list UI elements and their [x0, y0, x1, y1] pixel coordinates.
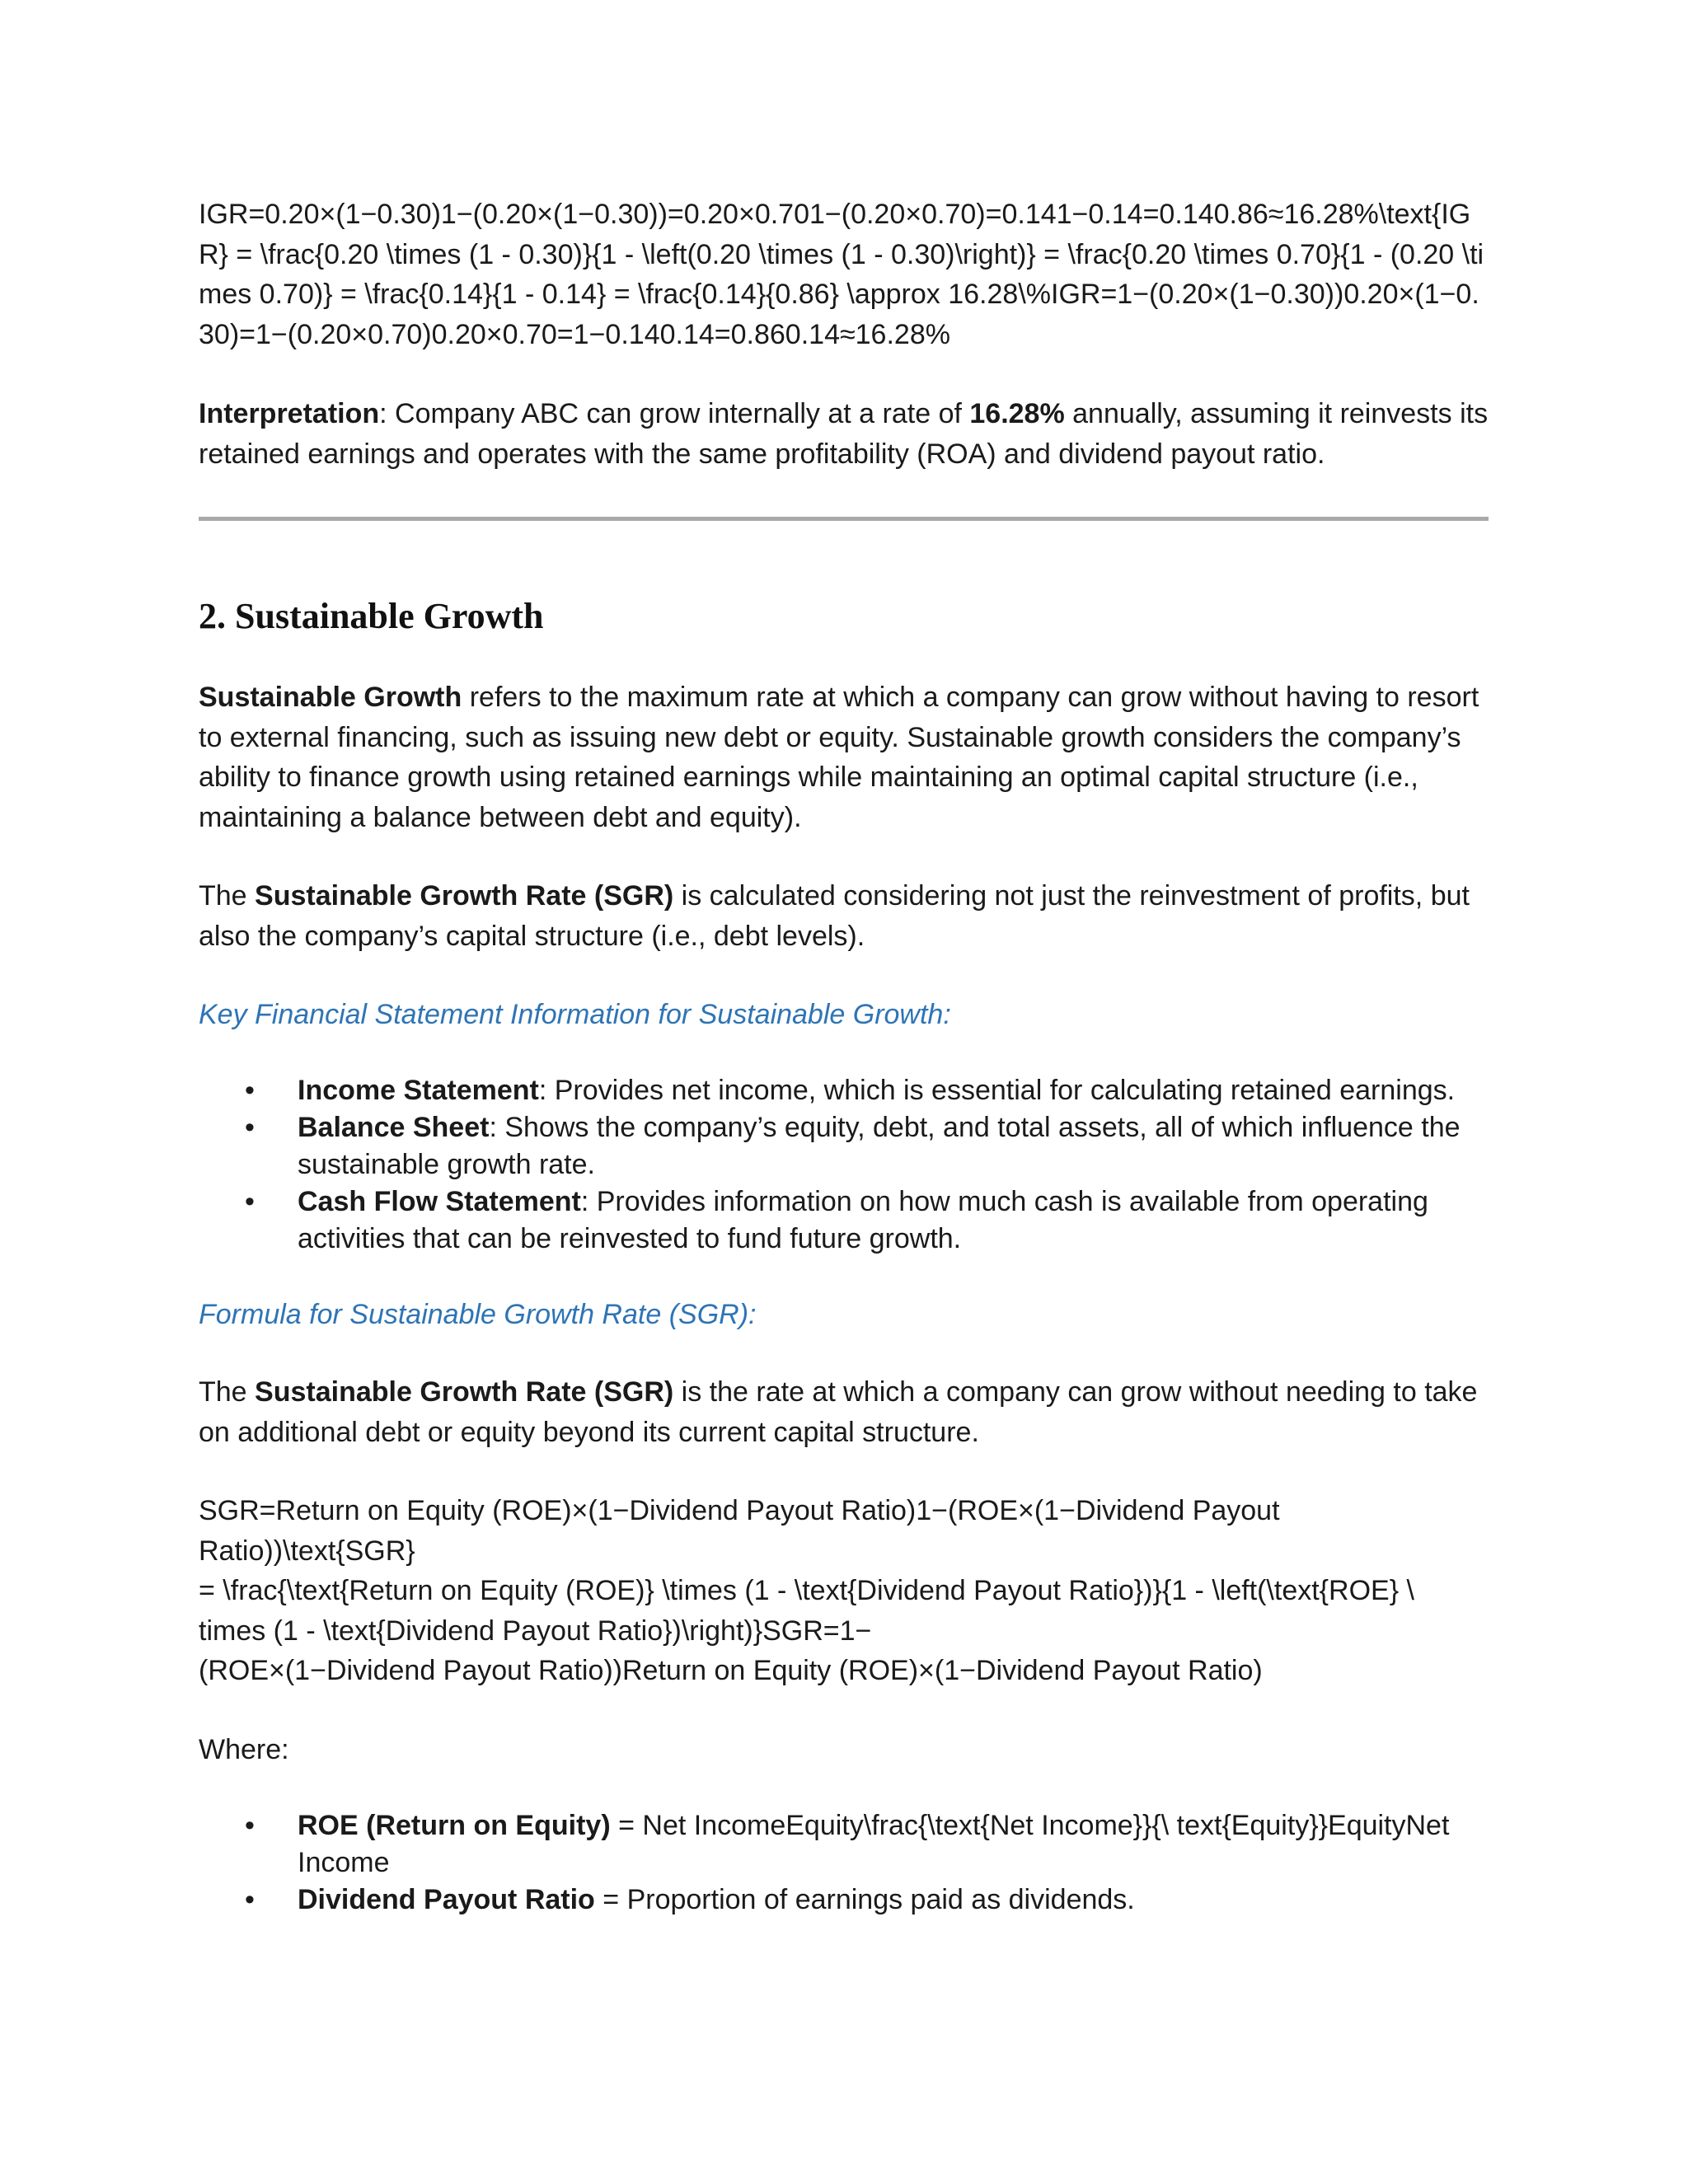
bullet-icon: •: [245, 1075, 255, 1106]
definition-term: Sustainable Growth: [199, 682, 462, 713]
sgr-intro-pre: The: [199, 880, 256, 912]
sgr-formula-line: = \frac{\text{Return on Equity (ROE)} \times (1 - \text{Dividend Payout Ratio})}{1 - \left(\text{ROE} \: [199, 1575, 1414, 1606]
list-item-label: ROE (Return on Equity): [298, 1810, 611, 1841]
formula-heading: Formula for Sustainable Growth Rate (SGR):: [199, 1299, 757, 1330]
sgr-term: Sustainable Growth Rate (SGR): [255, 1376, 674, 1408]
list-item: [199, 1882, 1489, 1919]
list-item-text: = Proportion of earnings paid as dividends.: [594, 1884, 1135, 1915]
bullet-icon: •: [245, 1810, 255, 1841]
section-heading: 2. Sustainable Growth: [199, 596, 544, 636]
where-label: Where:: [199, 1733, 289, 1765]
list-item: [199, 1183, 1489, 1258]
list-item-text: = Net IncomeEquity\frac{\text{Net Income}}{\ text{Equity}}EquityNet Income: [298, 1810, 1450, 1878]
sgr-intro-text: is calculated considering not just the reinvestment of profits, but also the company’s capital structure (i.e., debt levels).: [199, 880, 1470, 952]
igr-formula: IGR=0.20×(1−0.30)1−(0.20×(1−0.30))=0.20×0.701−(0.20×0.70)=0.141−0.14=0.140.86≈16.28%\text{IGR} = \frac{0.20 \times (1 - 0.30)}{1 - \left(0.20 \times (1 - 0.30)\right)} = \frac{0.20 \times 0.70}{1 - (0.20 \times 0.70)} = \frac{0.14}{1 - 0.14} = \frac{0.14}{0.86} \approx 16.28\%IGR=1−(0.20×(1−0.30))0.20×(1−0.30)=1−(0.20×0.70)0.20×0.70=1−0.140.14=0.860.14≈16.28%: [199, 199, 1484, 350]
list-item-text: : Provides net income, which is essential for calculating retained earnings.: [538, 1075, 1456, 1106]
sustainable-growth-definition: [199, 677, 1489, 837]
interpretation-text: : Company ABC can grow internally at a rate of: [379, 398, 970, 429]
key-info-list: [199, 1072, 1489, 1258]
sgr-definition-text: is the rate at which a company can grow without needing to take on additional debt or equity beyond its current capital structure.: [199, 1376, 1478, 1448]
list-item: [199, 1072, 1489, 1109]
definition-text: refers to the maximum rate at which a company can grow without having to resort to external financing, such as issuing new debt or equity. Sustainable growth considers the company’s ability to finance growth using retained earnings while maintaining an optimal capital structure (i.e., maintaining a balance between debt and equity).: [199, 682, 1479, 833]
igr-interpretation: [199, 394, 1489, 474]
interpretation-label: Interpretation: [199, 398, 380, 429]
list-item: [199, 1109, 1489, 1183]
horizontal-rule: [199, 517, 1489, 521]
key-info-heading: Key Financial Statement Information for Sustainable Growth:: [199, 999, 951, 1030]
list-item-text: : Provides information on how much cash is available from operating activities that can be reinvested to fund future growth.: [298, 1186, 1428, 1254]
list-item-label: Income Statement: [298, 1075, 539, 1106]
sgr-formula-line: SGR=Return on Equity (ROE)×(1−Dividend Payout Ratio)1−(ROE×(1−Dividend Payout Ratio))\text{SGR}: [199, 1495, 1280, 1567]
sgr-term: Sustainable Growth Rate (SGR): [255, 880, 674, 912]
list-item-label: Cash Flow Statement: [298, 1186, 581, 1217]
bullet-icon: •: [245, 1186, 255, 1217]
document-page: [199, 194, 1489, 1919]
list-item: [199, 1807, 1489, 1882]
interpretation-text-rest: annually, assuming it reinvests its retained earnings and operates with the same profitability (ROA) and dividend payout ratio.: [199, 398, 1489, 470]
sgr-definition-pre: The: [199, 1376, 256, 1408]
sgr-formula-line: times (1 - \text{Dividend Payout Ratio})\right)}SGR=1−: [199, 1615, 872, 1647]
sgr-formula-line: (ROE×(1−Dividend Payout Ratio))Return on Equity (ROE)×(1−Dividend Payout Ratio): [199, 1655, 1263, 1686]
igr-rate: 16.28%: [969, 398, 1065, 429]
where-list: [199, 1807, 1489, 1919]
bullet-icon: •: [245, 1112, 255, 1143]
list-item-text: : Shows the company’s equity, debt, and total assets, all of which influence the sustainable growth rate.: [298, 1112, 1461, 1180]
sgr-formula: [199, 1491, 1489, 1691]
list-item-label: Dividend Payout Ratio: [298, 1884, 595, 1915]
sgr-definition: [199, 1372, 1489, 1452]
bullet-icon: •: [245, 1884, 255, 1915]
sgr-intro: [199, 876, 1489, 956]
list-item-label: Balance Sheet: [298, 1112, 490, 1143]
